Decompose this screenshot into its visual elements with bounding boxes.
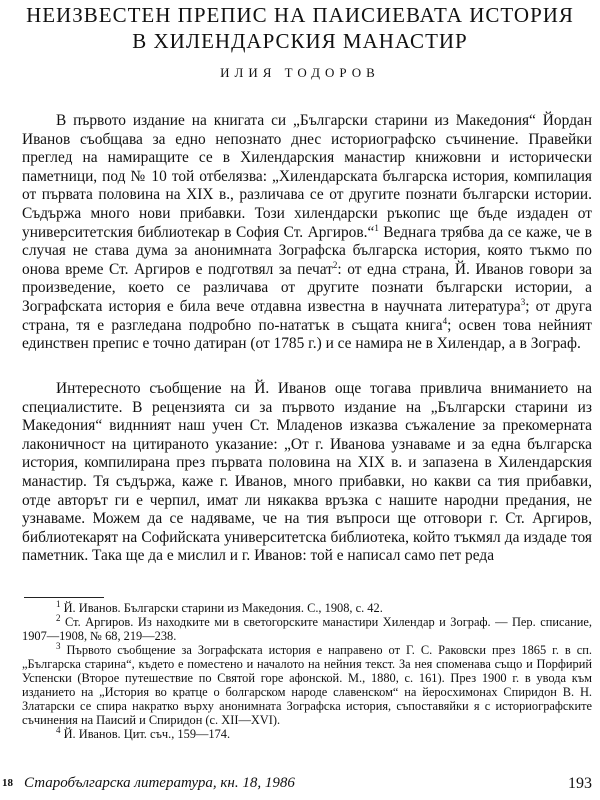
paragraph-text: Веднага трябва да се каже, че в случая не става дума за анонимната Зографска българска история, която тъкмо по онова време Ст. Аргиров е подготвял за печат [22, 223, 592, 278]
footnote-text: Ст. Аргиров. Из находките ми в светогорските манастири Хилендар и Зограф. — Пер. списание, 1907—1908, № 68, 219—238. [22, 615, 592, 643]
footnote-ref: 1 [374, 222, 379, 233]
footnote-divider [24, 597, 104, 598]
body-paragraph-2 [22, 380, 592, 566]
footnote-number: 1 [56, 598, 61, 609]
footnote-number: 3 [56, 640, 61, 651]
paragraph-text: : от една страна, Й. Иванов говори за произведение, което се различава от другите познати български истории, а Зографската история е била вече отдавна известна в научната литература [22, 260, 592, 315]
folio-number: 18 [2, 777, 13, 789]
article-title-line-1: НЕИЗВЕСТЕН ПРЕПИС НА ПАИСИЕВАТА ИСТОРИЯ [26, 3, 574, 27]
page-footer [0, 775, 600, 795]
footnote-ref: 2 [332, 259, 338, 270]
footnote-text: Й. Иванов. Цит. съч., 159—174. [60, 727, 231, 741]
footnote-item [22, 612, 592, 643]
journal-citation: Старобългарска литература, кн. 18, 1986 [24, 775, 295, 791]
footnote-number: 2 [56, 612, 61, 623]
footnote-number: 4 [56, 724, 61, 735]
footnote-ref: 3 [520, 296, 526, 307]
paragraph-text: Интересното съобщение на Й. Иванов още тогава привлича вниманието на специалистите. В рецензията си за първото издание на „Български старини из Македония“ виднният наш учен Ст. Младенов изказва съжаление за прекомерната лаконичност на цитираното указание: „От г. Иванова узнаваме и за една българска история, компилирана през първата половина на XIX в. и запазена в Хилендарския манастир. Тя съдържа, каже г. Иванов, много прибавки, но какви са тия прибавки, отде авторът ги е черпил, имат ли някаква връзка с нашите народни предания, не узнаваме. Можем да се надяваме, че на тия въпроси ще отговори г. Ст. Аргиров, библиотекарят на Софийската университетска библиотека, който тъкмял да издаде тоя паметник. Така ще да е мислил и г. Иванов: той е написал само пет реда [22, 380, 592, 565]
footnote-text: Първото съобщение за Зографската история е направено от Г. С. Раковски през 1865 г. в сп. „Българска старина“, където е поместено и началото на нейния текст. За нея споменава също и Порфирий Успенски (Второе путешествие по Святой горе афонской. М., 1880, с. 161). През 1900 г. в увода към изданието на „История во кратце о болгарском народе славенском“ на йеросхимонах Спиридон В. Н. Златарски се спира накратко върху анонимната Зографска история, съпоставяйки я с историографските съчинения на Паисий и Спиридон (с. XII—XVI). [22, 643, 592, 727]
footnote-text: Й. Иванов. Български старини из Македония. С., 1908, с. 42. [60, 601, 383, 615]
footnote-item [22, 598, 592, 615]
author-name: ИЛИЯ ТОДОРОВ [220, 65, 380, 80]
footnote-item [22, 724, 592, 741]
paragraph-text: В първото издание на книгата си „Български старини из Македония“ Йордан Иванов съобщава за едно непознато днес историографско съчинение. Правейки преглед на намиращите се в Хилендарския манастир книжовни и исторически паметници, под № 10 той отбелязва: „Хилендарската българска история, компилация от първата половина на XIX в., различава се от другите познати български истории. Съдържа много нови прибавки. Този хилендарски ръкопис ще бъде издаден от университетския библиотекар в София Ст. Аргиров.“ [22, 112, 592, 241]
footnote-ref: 4 [442, 315, 448, 326]
footnote-item [22, 640, 592, 727]
footnotes [22, 598, 592, 741]
body-paragraph-1 [22, 112, 592, 354]
paragraph-text: ; от друга страна, тя е разгледана подробно по-нататък в същата книга [22, 297, 593, 334]
paragraph-text: ; освен това нейният единствен препис е точно датиран (от 1785 г.) и се намира не в Хилендар, а в Зограф. [22, 316, 592, 353]
page-number: 193 [568, 775, 592, 792]
article-title-line-2: В ХИЛЕНДАРСКИЯ МАНАСТИР [132, 29, 468, 53]
